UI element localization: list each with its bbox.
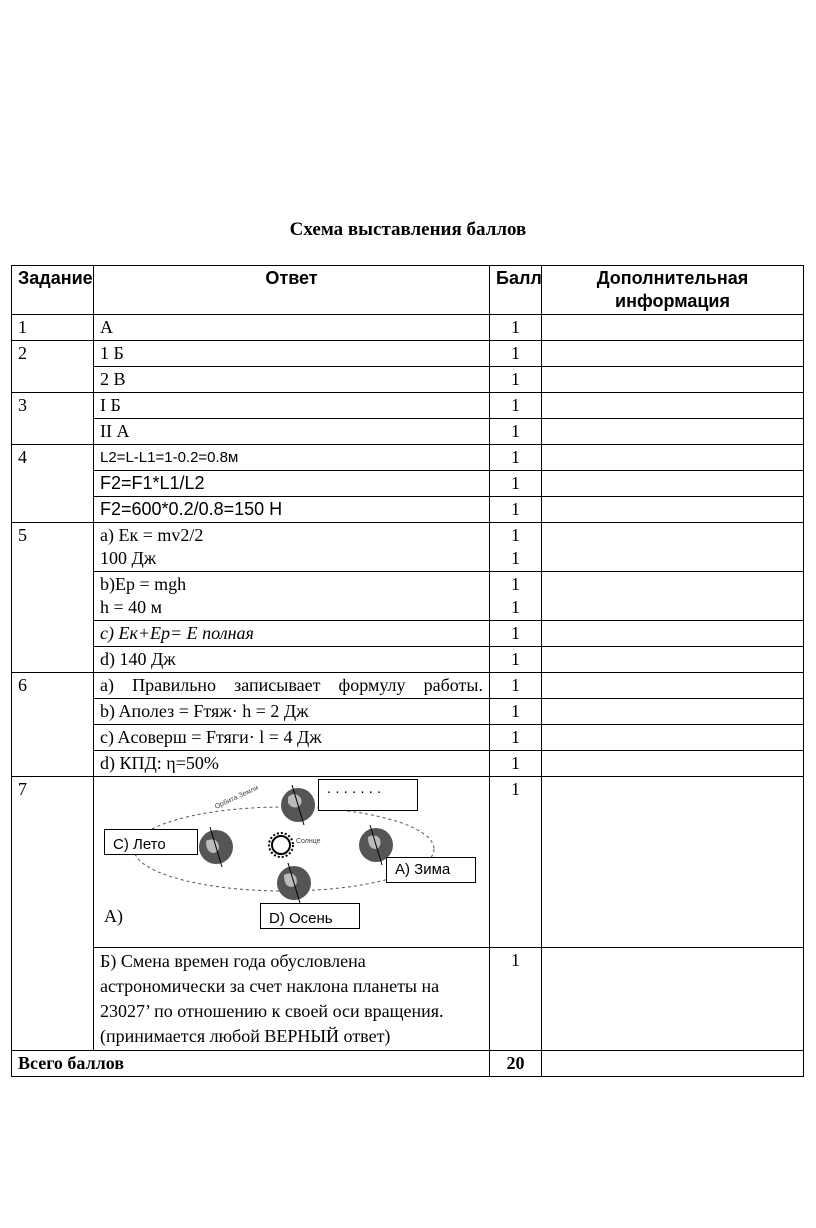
earth-globe-icon xyxy=(199,827,233,867)
answer-cell: b) Aполез = Fтяж· h = 2 Дж xyxy=(94,699,490,725)
scoring-table xyxy=(11,265,804,1077)
score-cell: 1 xyxy=(490,699,542,725)
score-value: 1 xyxy=(511,597,520,617)
header-task: Задание xyxy=(12,266,94,315)
answer-cell: А xyxy=(94,315,490,341)
score-cell: 1 xyxy=(490,725,542,751)
score-cell: 1 xyxy=(490,445,542,471)
score-value: 1 xyxy=(511,574,520,594)
seasons-diagram-cell xyxy=(94,777,490,948)
answer-line: b)Eр = mgh xyxy=(100,574,187,594)
earth-globe-icon xyxy=(277,863,311,903)
extra-cell xyxy=(542,751,804,777)
score-cell: 1 xyxy=(490,673,542,699)
answer-cell: d) 140 Дж xyxy=(94,647,490,673)
table-row xyxy=(12,673,804,699)
extra-cell xyxy=(542,445,804,471)
answer-cell: а) Правильно записывает формулу работы. xyxy=(94,673,490,699)
answer-cell: c) Aсоверш = Fтяги· l = 4 Дж xyxy=(94,725,490,751)
task-number: 4 xyxy=(12,445,94,523)
score-cell: 1 xyxy=(490,647,542,673)
table-row xyxy=(12,699,804,725)
score-cell: 1 xyxy=(490,393,542,419)
sun-icon xyxy=(269,833,293,857)
task-number: 1 xyxy=(12,315,94,341)
task-number: 6 xyxy=(12,673,94,777)
extra-cell xyxy=(542,393,804,419)
extra-cell xyxy=(542,1051,804,1077)
extra-cell xyxy=(542,647,804,673)
extra-cell xyxy=(542,621,804,647)
label-box-top xyxy=(318,779,418,811)
table-row xyxy=(12,419,804,445)
table-row xyxy=(12,751,804,777)
score-cell: 1 xyxy=(490,419,542,445)
table-row xyxy=(12,725,804,751)
table-row xyxy=(12,572,804,621)
answer-cell: L2=L-L1=1-0.2=0.8м xyxy=(94,445,490,471)
answer-line: h = 40 м xyxy=(100,597,163,617)
score-cell: 1 xyxy=(490,471,542,497)
score-cell: 1 xyxy=(490,367,542,393)
extra-cell xyxy=(542,523,804,572)
extra-cell xyxy=(542,948,804,1051)
extra-cell xyxy=(542,367,804,393)
extra-cell xyxy=(542,699,804,725)
table-row xyxy=(12,497,804,523)
answer-cell: d) КПД: η=50% xyxy=(94,751,490,777)
answer-cell xyxy=(94,523,490,572)
extra-cell xyxy=(542,341,804,367)
label-box-autumn xyxy=(260,903,360,929)
answer-cell: c) Eк+Eр= E полная xyxy=(94,621,490,647)
table-row xyxy=(12,647,804,673)
score-cell: 1 xyxy=(490,777,542,948)
total-label: Всего баллов xyxy=(12,1051,490,1077)
score-cell: 1 xyxy=(490,341,542,367)
header-extra: Дополнительная информация xyxy=(542,266,804,315)
extra-cell xyxy=(542,315,804,341)
answer-cell xyxy=(94,572,490,621)
extra-cell xyxy=(542,471,804,497)
table-row xyxy=(12,948,804,1051)
header-score: Балл xyxy=(490,266,542,315)
label-box-autumn-text: D) Осень xyxy=(269,910,333,927)
answer-cell: F2=F1*L1/L2 xyxy=(94,471,490,497)
table-row xyxy=(12,341,804,367)
label-box-winter-text: А) Зима xyxy=(395,861,451,878)
score-value: 1 xyxy=(511,548,520,568)
score-value: 1 xyxy=(511,525,520,545)
extra-cell xyxy=(542,725,804,751)
score-cell xyxy=(490,572,542,621)
answer-cell: F2=600*0.2/0.8=150 Н xyxy=(94,497,490,523)
score-cell: 1 xyxy=(490,948,542,1051)
answer-cell: 1 Б xyxy=(94,341,490,367)
table-row xyxy=(12,445,804,471)
score-cell: 1 xyxy=(490,497,542,523)
task-number: 2 xyxy=(12,341,94,393)
total-score: 20 xyxy=(490,1051,542,1077)
page-title: Схема выставления баллов xyxy=(289,219,527,240)
label-box-summer-text: С) Лето xyxy=(113,836,166,853)
extra-cell xyxy=(542,497,804,523)
earth-globe-icon xyxy=(281,785,315,825)
table-row xyxy=(12,315,804,341)
table-row xyxy=(12,777,804,948)
table-row xyxy=(12,471,804,497)
task-number: 5 xyxy=(12,523,94,673)
label-box-winter xyxy=(386,857,476,883)
answer-cell: Б) Смена времен года обусловлена астрономически за счет наклона планеты на 23027’ по отношению к своей оси вращения. (принимается любой ВЕРНЫЙ ответ) xyxy=(94,948,490,1051)
extra-cell xyxy=(542,777,804,948)
task-number: 7 xyxy=(12,777,94,1051)
diagram-part-label: А) xyxy=(104,906,123,926)
table-row xyxy=(12,393,804,419)
task-number: 3 xyxy=(12,393,94,445)
answer-cell: II А xyxy=(94,419,490,445)
score-cell xyxy=(490,523,542,572)
header-answer: Ответ xyxy=(94,266,490,315)
answer-line: 100 Дж xyxy=(100,548,157,568)
extra-cell xyxy=(542,673,804,699)
extra-cell xyxy=(542,419,804,445)
score-cell: 1 xyxy=(490,315,542,341)
label-box-top-text: . . . . . . . xyxy=(327,780,382,797)
score-cell: 1 xyxy=(490,621,542,647)
extra-cell xyxy=(542,572,804,621)
table-row xyxy=(12,621,804,647)
sun-label: Солнце xyxy=(296,838,321,845)
answer-cell: I Б xyxy=(94,393,490,419)
header-row xyxy=(12,266,804,315)
orbit-label: Орбита Земли xyxy=(213,784,260,811)
total-row xyxy=(12,1051,804,1077)
score-cell: 1 xyxy=(490,751,542,777)
answer-line: а) Eк = mv2/2 xyxy=(100,525,204,545)
answer-cell: 2 В xyxy=(94,367,490,393)
table-row xyxy=(12,367,804,393)
table-row xyxy=(12,523,804,572)
label-box-summer xyxy=(104,829,198,855)
